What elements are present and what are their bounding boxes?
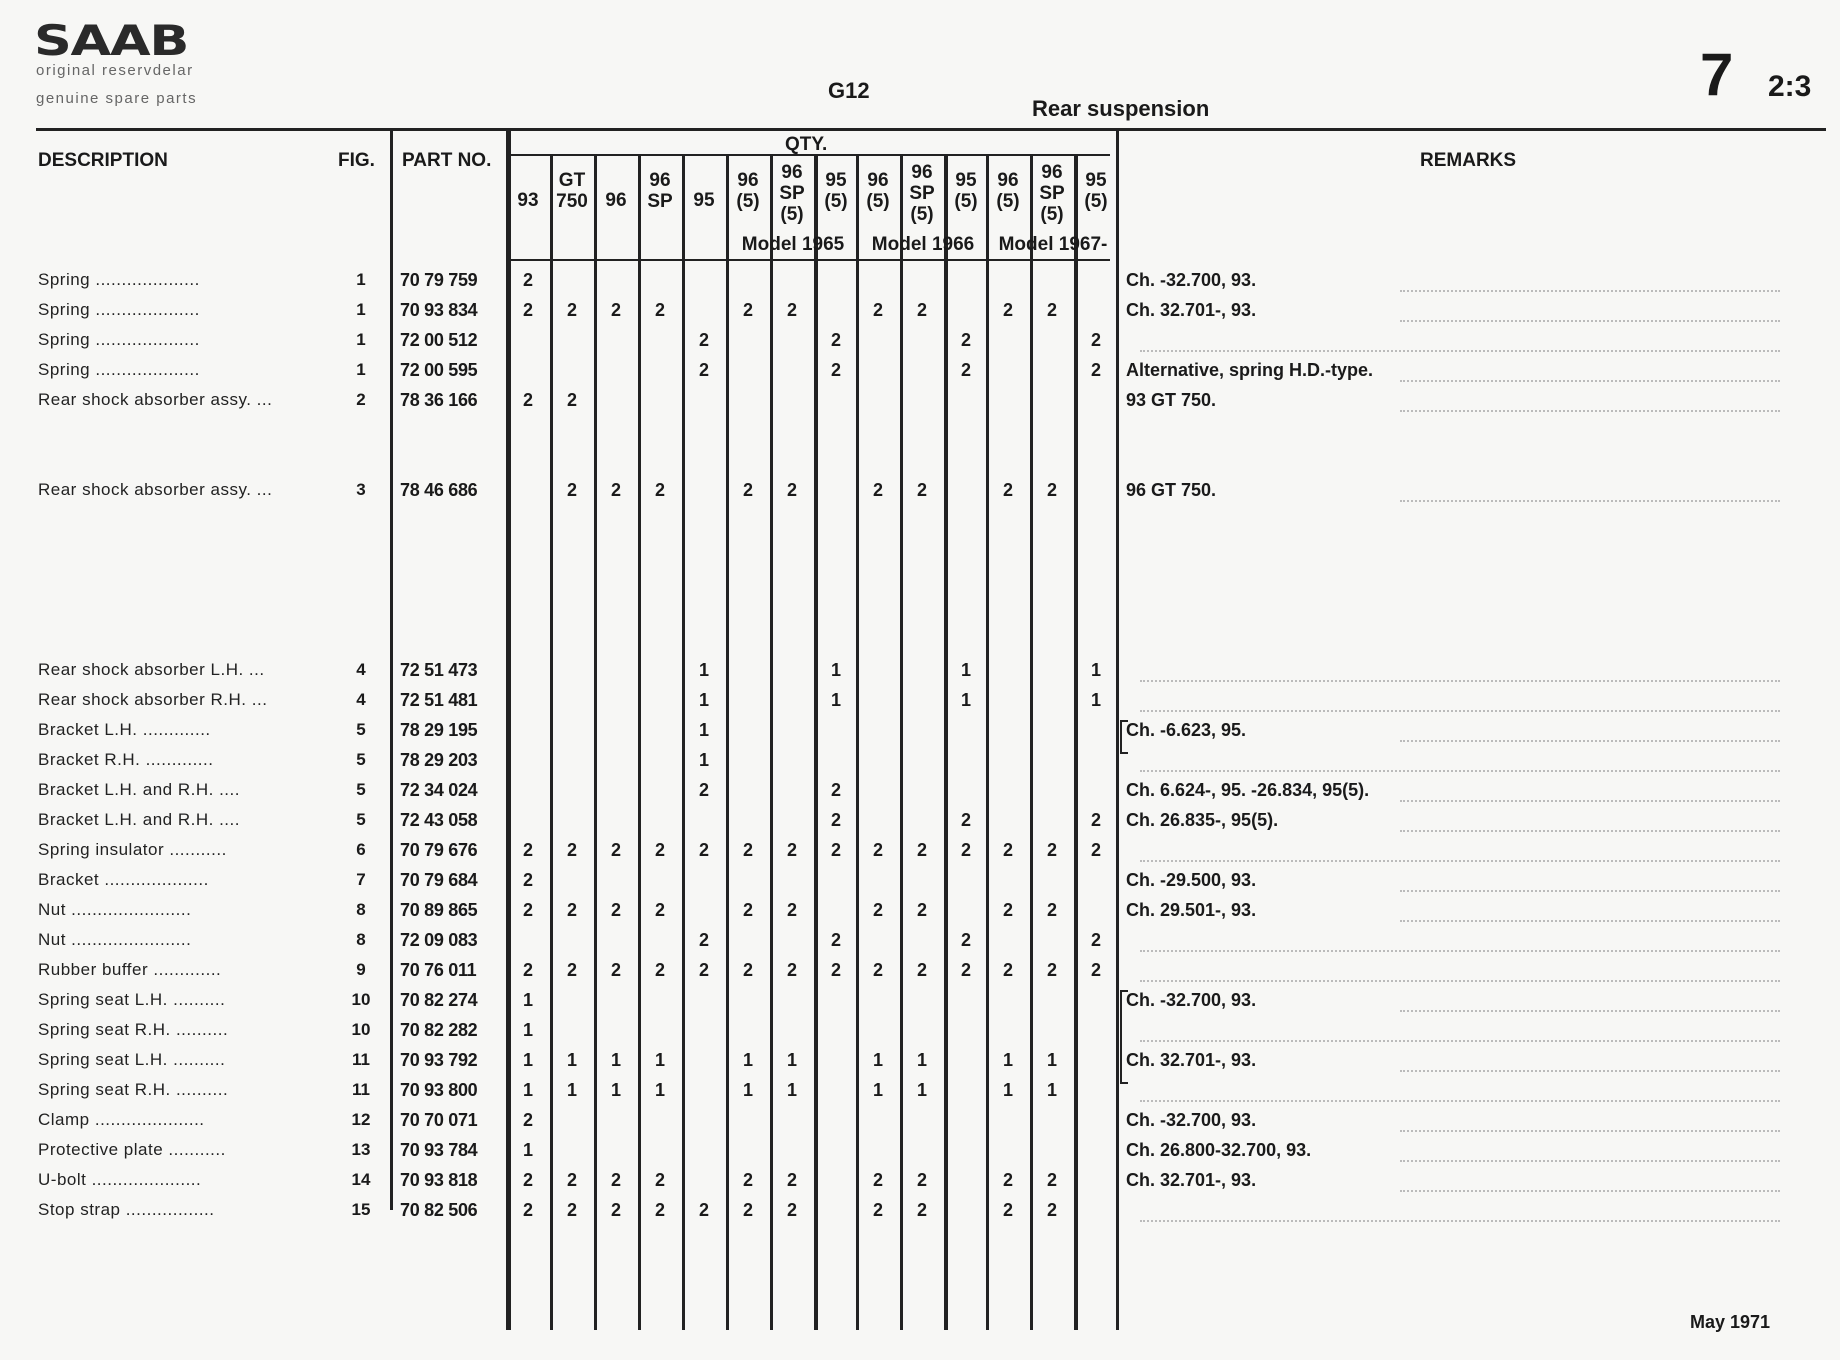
remark-brace — [1120, 990, 1128, 1084]
saab-logo: SAAB — [34, 16, 189, 65]
model-year-header: Model 1966 — [871, 234, 975, 255]
figure-number: 3 — [356, 480, 366, 499]
qty-column-header: 96 (5) — [736, 170, 760, 212]
quantity-cell: 2 — [872, 1170, 883, 1190]
remark: Ch. 26.800-32.700, 93. — [1126, 1140, 1312, 1160]
qty-column-divider — [1116, 128, 1119, 1330]
quantity-cell: 2 — [786, 960, 797, 980]
part-description: Spring seat R.H. .......... — [38, 1080, 229, 1099]
quantity-cell: 2 — [1002, 480, 1013, 500]
quantity-cell: 1 — [566, 1080, 577, 1100]
column-header-part-no: PART NO. — [402, 150, 492, 171]
quantity-cell: 2 — [872, 1200, 883, 1220]
quantity-cell: 2 — [698, 960, 709, 980]
quantity-cell: 1 — [742, 1080, 753, 1100]
quantity-cell: 1 — [916, 1080, 927, 1100]
quantity-cell: 1 — [522, 990, 533, 1010]
model-year-header: Model 1965 — [741, 234, 845, 255]
part-number: 72 00 595 — [400, 360, 478, 380]
figure-number: 9 — [356, 960, 366, 979]
part-description: Rear shock absorber assy. ... — [38, 390, 273, 409]
qty-column-divider — [900, 154, 903, 1330]
quantity-cell: 2 — [960, 360, 971, 380]
quantity-cell: 1 — [742, 1050, 753, 1070]
quantity-cell: 2 — [872, 960, 883, 980]
header-rule — [36, 128, 1826, 131]
part-number: 70 79 676 — [400, 840, 478, 860]
column-header-description: DESCRIPTION — [38, 150, 168, 171]
remark-leader-dots — [1140, 1100, 1780, 1102]
quantity-cell: 2 — [1046, 960, 1057, 980]
quantity-cell: 1 — [1090, 690, 1101, 710]
part-number: 70 93 834 — [400, 300, 478, 320]
quantity-cell: 2 — [830, 930, 841, 950]
part-description: Spring seat L.H. .......... — [38, 1050, 226, 1069]
qty-column-header: 95 (5) — [1084, 170, 1108, 212]
quantity-cell: 2 — [960, 330, 971, 350]
part-description: Rubber buffer ............. — [38, 960, 222, 979]
quantity-cell: 2 — [1046, 1200, 1057, 1220]
qty-column-header: 93 — [517, 190, 539, 211]
part-description: Spring .................... — [38, 270, 200, 289]
quantity-cell: 2 — [654, 1200, 665, 1220]
quantity-cell: 2 — [1002, 900, 1013, 920]
figure-number: 2 — [356, 390, 366, 409]
qty-column-header: 96 — [605, 190, 627, 211]
quantity-cell: 2 — [654, 960, 665, 980]
quantity-cell: 2 — [522, 270, 533, 290]
qty-column-divider — [638, 154, 641, 1330]
quantity-cell: 2 — [1046, 480, 1057, 500]
quantity-cell: 2 — [610, 1170, 621, 1190]
part-description: Nut ....................... — [38, 930, 192, 949]
quantity-cell: 2 — [786, 480, 797, 500]
part-description: Spring .................... — [38, 360, 200, 379]
quantity-cell: 2 — [566, 900, 577, 920]
remark: Ch. 29.501-, 93. — [1126, 900, 1257, 920]
quantity-cell: 2 — [916, 1200, 927, 1220]
quantity-cell: 1 — [786, 1050, 797, 1070]
quantity-cell: 2 — [916, 960, 927, 980]
quantity-cell: 2 — [566, 1170, 577, 1190]
remark: 93 GT 750. — [1126, 390, 1217, 410]
quantity-cell: 2 — [566, 300, 577, 320]
part-number: 70 89 865 — [400, 900, 478, 920]
remark-leader-dots — [1400, 1010, 1780, 1012]
quantity-cell: 1 — [522, 1050, 533, 1070]
quantity-cell: 1 — [786, 1080, 797, 1100]
remark-leader-dots — [1400, 1190, 1780, 1192]
part-number: 72 34 024 — [400, 780, 478, 800]
qty-column-header: 96 SP (5) — [779, 162, 805, 225]
part-number: 78 29 203 — [400, 750, 478, 770]
model-year-header: Model 1967- — [998, 234, 1108, 255]
remark-leader-dots — [1140, 980, 1780, 982]
quantity-cell: 2 — [522, 1110, 533, 1130]
qty-column-divider — [1030, 154, 1033, 1330]
quantity-cell: 2 — [1046, 1170, 1057, 1190]
quantity-cell: 1 — [522, 1080, 533, 1100]
quantity-cell: 2 — [1002, 1170, 1013, 1190]
figure-number: 12 — [351, 1110, 371, 1129]
quantity-cell: 2 — [522, 1200, 533, 1220]
quantity-cell: 2 — [522, 300, 533, 320]
quantity-cell: 2 — [610, 840, 621, 860]
quantity-cell: 1 — [698, 750, 709, 770]
qty-column-header: 96 (5) — [996, 170, 1020, 212]
remark-leader-dots — [1400, 1130, 1780, 1132]
quantity-cell: 2 — [742, 480, 753, 500]
part-number: 78 36 166 — [400, 390, 478, 410]
tagline-swedish: original reservdelar — [36, 62, 194, 79]
quantity-cell: 2 — [698, 360, 709, 380]
column-header-remarks: REMARKS — [1420, 150, 1517, 171]
quantity-cell: 2 — [654, 480, 665, 500]
quantity-cell: 2 — [786, 1170, 797, 1190]
quantity-cell: 1 — [610, 1080, 621, 1100]
quantity-cell: 2 — [1002, 840, 1013, 860]
group-code: G12 — [828, 78, 870, 103]
part-number: 70 93 818 — [400, 1170, 478, 1190]
part-description: Bracket L.H. ............. — [38, 720, 211, 739]
figure-number: 5 — [356, 780, 366, 799]
part-number: 70 93 800 — [400, 1080, 478, 1100]
remark-leader-dots — [1400, 830, 1780, 832]
qty-column-header: 96 SP — [647, 170, 673, 212]
quantity-cell: 2 — [960, 960, 971, 980]
quantity-cell: 2 — [872, 900, 883, 920]
quantity-cell: 2 — [742, 1170, 753, 1190]
quantity-cell: 2 — [1090, 360, 1101, 380]
figure-number: 11 — [352, 1080, 370, 1099]
remark: Ch. -32.700, 93. — [1126, 1110, 1257, 1130]
quantity-cell: 2 — [522, 1170, 533, 1190]
quantity-cell: 1 — [610, 1050, 621, 1070]
quantity-cell: 2 — [830, 360, 841, 380]
quantity-cell: 2 — [830, 840, 841, 860]
quantity-cell: 1 — [830, 690, 841, 710]
remark-leader-dots — [1140, 860, 1780, 862]
remark: 96 GT 750. — [1126, 480, 1217, 500]
remark-leader-dots — [1400, 290, 1780, 292]
part-description: Bracket .................... — [38, 870, 209, 889]
quantity-cell: 2 — [654, 840, 665, 860]
part-number: 70 70 071 — [400, 1110, 478, 1130]
quantity-cell: 1 — [960, 660, 971, 680]
figure-number: 1 — [356, 330, 366, 349]
part-number: 72 51 481 — [400, 690, 478, 710]
part-number: 70 82 282 — [400, 1020, 478, 1040]
quantity-cell: 2 — [566, 480, 577, 500]
section-title: Rear suspension — [1032, 96, 1210, 121]
part-description: Spring seat R.H. .......... — [38, 1020, 229, 1039]
part-description: Spring seat L.H. .......... — [38, 990, 226, 1009]
quantity-cell: 2 — [1002, 1200, 1013, 1220]
part-number: 70 82 274 — [400, 990, 478, 1010]
quantity-cell: 2 — [566, 390, 577, 410]
part-description: Rear shock absorber R.H. ... — [38, 690, 268, 709]
quantity-cell: 2 — [786, 300, 797, 320]
quantity-cell: 2 — [610, 960, 621, 980]
remark: Ch. -6.623, 95. — [1126, 720, 1247, 740]
page-number: 7 — [1700, 41, 1734, 108]
quantity-cell: 1 — [698, 660, 709, 680]
quantity-cell: 1 — [1090, 660, 1101, 680]
part-description: Protective plate ........... — [38, 1140, 226, 1159]
quantity-cell: 2 — [742, 840, 753, 860]
quantity-cell: 2 — [1090, 840, 1101, 860]
quantity-cell: 2 — [522, 900, 533, 920]
quantity-cell: 2 — [916, 840, 927, 860]
quantity-cell: 2 — [872, 300, 883, 320]
figure-number: 1 — [356, 270, 366, 289]
figure-number: 5 — [356, 750, 366, 769]
remark-leader-dots — [1400, 380, 1780, 382]
quantity-cell: 2 — [786, 840, 797, 860]
quantity-cell: 2 — [742, 960, 753, 980]
quantity-cell: 2 — [1090, 330, 1101, 350]
part-description: Nut ....................... — [38, 900, 192, 919]
qty-column-divider — [550, 154, 553, 1330]
remark: Ch. -29.500, 93. — [1126, 870, 1257, 890]
qty-column-header: 95 — [693, 190, 715, 211]
remark-leader-dots — [1140, 1220, 1780, 1222]
quantity-cell: 1 — [916, 1050, 927, 1070]
quantity-cell: 2 — [522, 390, 533, 410]
part-number: 70 79 684 — [400, 870, 478, 890]
quantity-cell: 1 — [1002, 1050, 1013, 1070]
part-description: U-bolt ..................... — [38, 1170, 202, 1189]
quantity-cell: 1 — [1046, 1050, 1057, 1070]
quantity-cell: 1 — [654, 1080, 665, 1100]
quantity-cell: 2 — [742, 1200, 753, 1220]
qty-column-header: 96 SP (5) — [1039, 162, 1065, 225]
figure-number: 7 — [356, 870, 366, 889]
quantity-cell: 2 — [522, 960, 533, 980]
qty-column-header: 95 (5) — [954, 170, 978, 212]
quantity-cell: 1 — [830, 660, 841, 680]
figure-number: 8 — [356, 930, 366, 949]
quantity-cell: 1 — [522, 1020, 533, 1040]
remark-leader-dots — [1400, 320, 1780, 322]
quantity-cell: 2 — [698, 780, 709, 800]
quantity-cell: 2 — [1046, 300, 1057, 320]
quantity-cell: 2 — [1090, 930, 1101, 950]
qty-column-header: GT 750 — [556, 170, 588, 212]
quantity-cell: 2 — [566, 960, 577, 980]
quantity-cell: 2 — [916, 300, 927, 320]
quantity-cell: 2 — [916, 1170, 927, 1190]
quantity-cell: 2 — [566, 1200, 577, 1220]
quantity-cell: 2 — [654, 900, 665, 920]
remark-leader-dots — [1140, 350, 1780, 352]
part-number: 72 51 473 — [400, 660, 478, 680]
figure-number: 5 — [356, 720, 366, 739]
quantity-cell: 2 — [916, 480, 927, 500]
tagline-english: genuine spare parts — [36, 90, 198, 107]
quantity-cell: 2 — [742, 900, 753, 920]
figure-number: 5 — [356, 810, 366, 829]
quantity-cell: 2 — [1046, 840, 1057, 860]
quantity-cell: 2 — [610, 1200, 621, 1220]
remark-leader-dots — [1400, 800, 1780, 802]
table-header-rule — [510, 259, 1110, 261]
figure-number: 1 — [356, 300, 366, 319]
quantity-cell: 2 — [960, 810, 971, 830]
figure-number: 1 — [356, 360, 366, 379]
quantity-cell: 1 — [872, 1050, 883, 1070]
quantity-cell: 2 — [872, 840, 883, 860]
table-column-divider — [390, 128, 393, 1210]
qty-column-divider — [594, 154, 597, 1330]
part-number: 70 93 784 — [400, 1140, 478, 1160]
qty-column-header: 96 SP (5) — [909, 162, 935, 225]
figure-number: 6 — [356, 840, 366, 859]
part-description: Clamp ..................... — [38, 1110, 205, 1129]
quantity-cell: 1 — [654, 1050, 665, 1070]
qty-column-divider — [726, 154, 729, 1330]
remark-leader-dots — [1400, 410, 1780, 412]
quantity-cell: 2 — [960, 840, 971, 860]
quantity-cell: 2 — [610, 300, 621, 320]
remark-leader-dots — [1140, 770, 1780, 772]
quantity-cell: 2 — [522, 840, 533, 860]
quantity-cell: 2 — [1002, 960, 1013, 980]
quantity-cell: 2 — [610, 900, 621, 920]
remark-leader-dots — [1140, 950, 1780, 952]
quantity-cell: 1 — [698, 720, 709, 740]
figure-number: 13 — [351, 1140, 371, 1159]
part-number: 78 46 686 — [400, 480, 478, 500]
remark-leader-dots — [1140, 1040, 1780, 1042]
remark-leader-dots — [1400, 1070, 1780, 1072]
quantity-cell: 2 — [1090, 810, 1101, 830]
quantity-cell: 2 — [698, 840, 709, 860]
remark-leader-dots — [1400, 740, 1780, 742]
remark-leader-dots — [1400, 920, 1780, 922]
quantity-cell: 2 — [786, 900, 797, 920]
quantity-cell: 2 — [830, 330, 841, 350]
remark: Ch. 6.624-, 95. -26.834, 95(5). — [1126, 780, 1370, 800]
quantity-cell: 2 — [522, 870, 533, 890]
remark: Ch. -32.700, 93. — [1126, 270, 1257, 290]
remark-leader-dots — [1400, 1160, 1780, 1162]
quantity-cell: 2 — [654, 300, 665, 320]
quantity-cell: 2 — [698, 930, 709, 950]
part-description: Spring .................... — [38, 300, 200, 319]
part-number: 72 43 058 — [400, 810, 478, 830]
remark: Alternative, spring H.D.-type. — [1126, 360, 1374, 380]
quantity-cell: 2 — [654, 1170, 665, 1190]
part-number: 70 93 792 — [400, 1050, 478, 1070]
figure-number: 4 — [356, 660, 366, 679]
part-description: Bracket R.H. ............. — [38, 750, 214, 769]
quantity-cell: 2 — [698, 1200, 709, 1220]
quantity-cell: 1 — [566, 1050, 577, 1070]
quantity-cell: 2 — [830, 780, 841, 800]
qty-column-divider — [856, 154, 859, 1330]
quantity-cell: 2 — [742, 300, 753, 320]
remark-leader-dots — [1140, 710, 1780, 712]
figure-number: 11 — [352, 1050, 370, 1069]
quantity-cell: 2 — [1002, 300, 1013, 320]
qty-column-header: 95 (5) — [824, 170, 848, 212]
part-number: 72 00 512 — [400, 330, 478, 350]
remark-leader-dots — [1400, 890, 1780, 892]
quantity-cell: 2 — [1090, 960, 1101, 980]
qty-column-divider — [770, 154, 773, 1330]
remark: Ch. 32.701-, 93. — [1126, 1170, 1257, 1190]
remark: Ch. 26.835-, 95(5). — [1126, 810, 1279, 830]
figure-number: 15 — [351, 1200, 371, 1219]
part-number: 78 29 195 — [400, 720, 478, 740]
remark: Ch. -32.700, 93. — [1126, 990, 1257, 1010]
quantity-cell: 1 — [522, 1140, 533, 1160]
quantity-cell: 1 — [1002, 1080, 1013, 1100]
part-description: Rear shock absorber L.H. ... — [38, 660, 265, 679]
quantity-cell: 2 — [960, 930, 971, 950]
page-subnumber: 2:3 — [1768, 70, 1812, 103]
remark-leader-dots — [1400, 500, 1780, 502]
quantity-cell: 2 — [1046, 900, 1057, 920]
quantity-cell: 2 — [786, 1200, 797, 1220]
quantity-cell: 1 — [960, 690, 971, 710]
quantity-cell: 2 — [610, 480, 621, 500]
part-description: Bracket L.H. and R.H. .... — [38, 810, 240, 829]
quantity-cell: 2 — [566, 840, 577, 860]
part-description: Rear shock absorber assy. ... — [38, 480, 273, 499]
column-header-fig: FIG. — [338, 150, 375, 171]
publication-date: May 1971 — [1690, 1312, 1771, 1332]
part-description: Stop strap ................. — [38, 1200, 215, 1219]
remark: Ch. 32.701-, 93. — [1126, 300, 1257, 320]
figure-number: 4 — [356, 690, 366, 709]
quantity-cell: 2 — [916, 900, 927, 920]
figure-number: 10 — [351, 1020, 371, 1039]
quantity-cell: 2 — [830, 960, 841, 980]
figure-number: 10 — [351, 990, 371, 1009]
figure-number: 8 — [356, 900, 366, 919]
quantity-cell: 2 — [830, 810, 841, 830]
quantity-cell: 1 — [872, 1080, 883, 1100]
remark-brace — [1120, 720, 1128, 754]
qty-column-header: 96 (5) — [866, 170, 890, 212]
part-number: 72 09 083 — [400, 930, 478, 950]
part-number: 70 82 506 — [400, 1200, 478, 1220]
quantity-cell: 2 — [698, 330, 709, 350]
figure-number: 14 — [351, 1170, 371, 1189]
remark-leader-dots — [1140, 680, 1780, 682]
quantity-cell: 1 — [1046, 1080, 1057, 1100]
quantity-cell: 2 — [872, 480, 883, 500]
part-number: 70 79 759 — [400, 270, 478, 290]
part-description: Bracket L.H. and R.H. .... — [38, 780, 240, 799]
qty-column-divider — [986, 154, 989, 1330]
quantity-cell: 1 — [698, 690, 709, 710]
remark: Ch. 32.701-, 93. — [1126, 1050, 1257, 1070]
part-description: Spring insulator ........... — [38, 840, 227, 859]
column-header-qty: QTY. — [785, 134, 828, 155]
part-number: 70 76 011 — [400, 960, 477, 980]
part-description: Spring .................... — [38, 330, 200, 349]
